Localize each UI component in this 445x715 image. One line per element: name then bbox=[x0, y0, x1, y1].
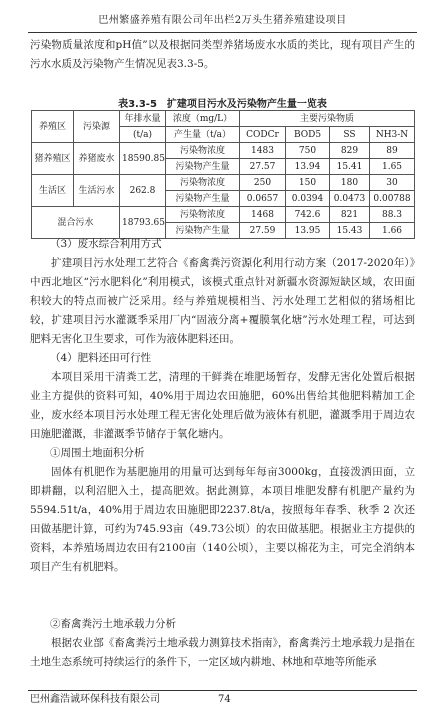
cell-value: 0.0394 bbox=[286, 191, 330, 207]
cell-volume: 18793.65 bbox=[120, 207, 166, 239]
cell-value: 150 bbox=[286, 175, 330, 191]
section-4-title: （4）肥料还田可行性 bbox=[50, 352, 152, 364]
footer-org: 巴州鑫浩诚环保科技有限公司 bbox=[30, 694, 160, 705]
cell-label: 污染物产生量 bbox=[166, 223, 240, 239]
table-row bbox=[32, 207, 415, 223]
subsection-1-title: ①周围土地面积分析 bbox=[50, 447, 145, 459]
cell-value: 89 bbox=[370, 143, 415, 159]
cell-area: 猪养殖区 bbox=[32, 143, 74, 175]
subsection-2-body: 根据农业部《畜禽粪污土地承载力测算技术指南》，畜禽粪污土地承载力是指在土地生态系统可持续运行的条件下，一定区域内耕地、林地和草地等所能承 bbox=[30, 637, 415, 668]
cell-area: 生活区 bbox=[32, 175, 74, 207]
cell-value: 0.0657 bbox=[240, 191, 286, 207]
cell-value: 1.66 bbox=[370, 223, 415, 239]
table-row bbox=[32, 143, 415, 159]
cell-label: 污染物产生量 bbox=[166, 159, 240, 175]
cell-value: 750 bbox=[286, 143, 330, 159]
cell-value: 13.95 bbox=[286, 223, 330, 239]
pollutant-table bbox=[31, 110, 415, 239]
th-volume: 年排水量 bbox=[120, 111, 166, 127]
table-caption: 表3.3-5 扩建项目污水及污染物产生量一览表 bbox=[118, 99, 327, 110]
cell-value: 1.65 bbox=[370, 159, 415, 175]
cell-value: 742.6 bbox=[286, 207, 330, 223]
section-3-title: （3）废水综合利用方式 bbox=[50, 238, 162, 250]
cell-value: 88.3 bbox=[370, 207, 415, 223]
cell-value: 27.59 bbox=[240, 223, 286, 239]
th-source: 污染源 bbox=[74, 111, 120, 143]
th-production: 产生量（t/a） bbox=[166, 127, 240, 143]
th-concentration: 浓度（mg/L） bbox=[166, 111, 240, 127]
page-footer bbox=[28, 690, 417, 709]
cell-value: 13.94 bbox=[286, 159, 330, 175]
th-nh3n: NH3-N bbox=[370, 127, 415, 143]
cell-value: 15.43 bbox=[330, 223, 370, 239]
cell-source: 生活污水 bbox=[74, 175, 120, 207]
cell-value: 15.41 bbox=[330, 159, 370, 175]
cell-label: 污染物浓度 bbox=[166, 207, 240, 223]
cell-value: 180 bbox=[330, 175, 370, 191]
table-row bbox=[32, 175, 415, 191]
th-main-pollutants: 主要污染物质 bbox=[240, 111, 415, 127]
page-header bbox=[28, 10, 417, 33]
cell-volume: 18590.85 bbox=[120, 143, 166, 175]
th-ss: SS bbox=[330, 127, 370, 143]
cell-value: 1483 bbox=[240, 143, 286, 159]
cell-label: 污染物产生量 bbox=[166, 191, 240, 207]
cell-label: 污染物浓度 bbox=[166, 175, 240, 191]
page-number: 74 bbox=[218, 694, 231, 705]
cell-value: 1468 bbox=[240, 207, 286, 223]
th-bod: BOD5 bbox=[286, 127, 330, 143]
cell-value: 250 bbox=[240, 175, 286, 191]
cell-source: 养猪废水 bbox=[74, 143, 120, 175]
cell-volume: 262.8 bbox=[120, 175, 166, 207]
th-area: 养殖区 bbox=[32, 111, 74, 143]
subsection-2-title: ②畜禽粪污土地承载力分析 bbox=[50, 618, 176, 630]
section-4-body: 本项目采用干清粪工艺，清理的干鲜粪在堆肥场暂存，发酵无害化处置后根据业主方提供的资料可知，40%用于周边农田施肥，60%出售给其他肥料精加工企业，废水经本项目污水处理工程无害化处理后做为液体有机肥，灌溉季用于周边农田施肥灌溉，非灌溉季节储存于氧化塘内。 bbox=[30, 371, 415, 440]
cell-value: 821 bbox=[330, 207, 370, 223]
header-title: 巴州繁盛养殖有限公司年出栏2万头生猪养殖建设项目 bbox=[98, 15, 347, 26]
intro-paragraph: 污染物质量浓度和pH值”以及根据同类型养猪场废水水质的类比，现有项目产生的污水水质及污染物产生情况见表3.3-5。 bbox=[30, 39, 415, 70]
th-cod: CODCr bbox=[240, 127, 286, 143]
table-header-row bbox=[32, 111, 415, 127]
cell-label: 污染物浓度 bbox=[166, 143, 240, 159]
cell-value: 0.00788 bbox=[370, 191, 415, 207]
cell-value: 27.57 bbox=[240, 159, 286, 175]
subsection-1-body: 固体有机肥作为基肥施用的用量可达到每年每亩3000kg，直接泼洒田面，立即耕翻，以利沼肥入土，提高肥效。据此测算，本项目堆肥发酵有机肥产量约为5594.51t/a，40%用于周边农田施肥即2237.8t/a，按照每年春季、秋季 2 次还田做基肥计算，可约为745.93亩（49.73公顷）的农田做基肥。根据业主方提供的资料，本养殖场周边农田有2100亩（140公顷），主要以棉花为主，可完全消纳本项目产生有机肥料。 bbox=[30, 466, 415, 573]
cell-value: 829 bbox=[330, 143, 370, 159]
section-3-body: 扩建项目污水处理工艺符合《畜禽粪污资源化利用行动方案（2017-2020年）》中西北地区“污水肥料化”利用模式，该模式重点针对新疆水资源短缺区域，农田面积较大的特点而被广泛采用。经与养殖规模相当、污水处理工艺相似的猪场相比较，扩建项目污水灌溉季采用厂内“固液分离+覆膜氧化塘”污水处理工程，可达到肥料无害化卫生要求，可作为液体肥料还田。 bbox=[30, 257, 415, 345]
cell-value: 0.0473 bbox=[330, 191, 370, 207]
cell-value: 30 bbox=[370, 175, 415, 191]
cell-area: 混合污水 bbox=[32, 207, 120, 239]
th-volume-unit: (t/a) bbox=[120, 127, 166, 143]
